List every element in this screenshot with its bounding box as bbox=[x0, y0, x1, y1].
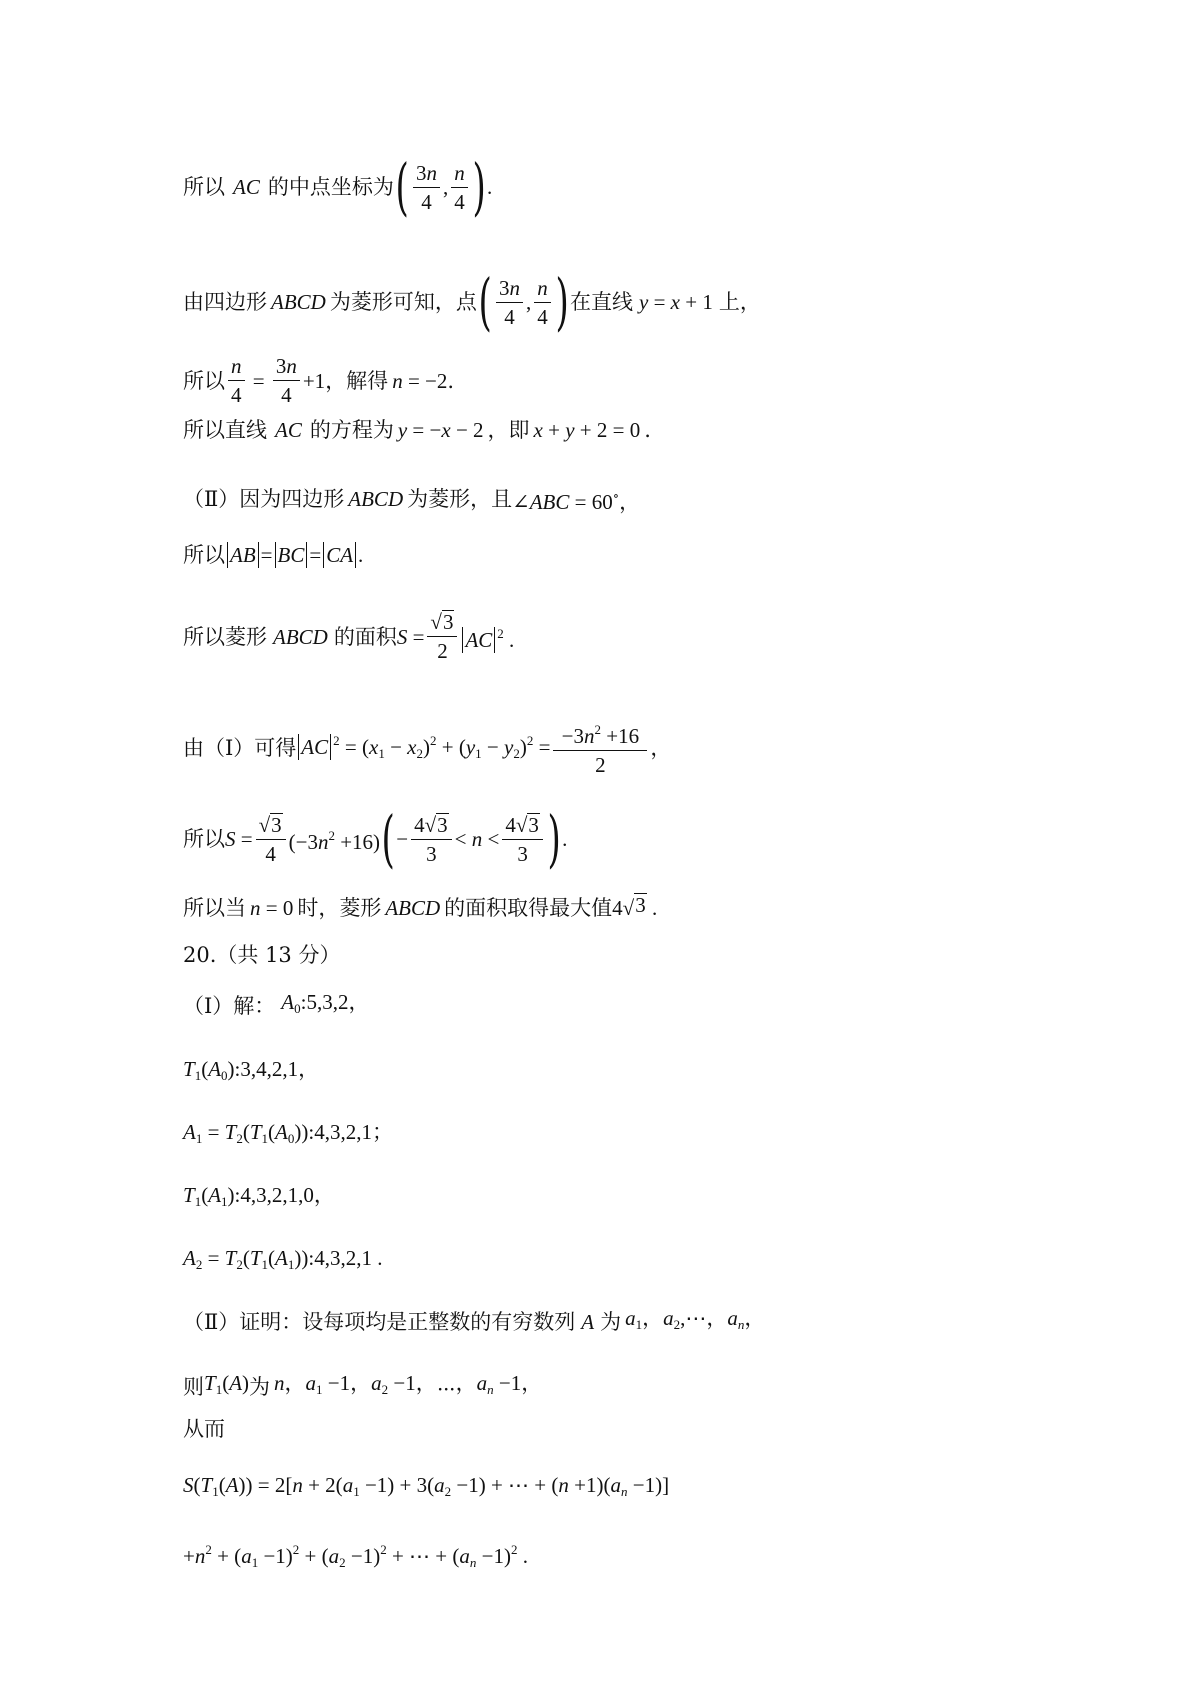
line-ac-equation: 所以直线 AC 的方程为 y = −x − 2 ，即 x + y + 2 = 0 . bbox=[183, 415, 651, 445]
text: ，解得 bbox=[325, 368, 389, 393]
text: 在直线 bbox=[569, 290, 633, 314]
line-rhombus-point: 由四边形 ABCD 为菱形可知，点 ( $\frac{3n}{4}$ , $\frac{n}{4}$ ) 在直线 y = x + 1 上， bbox=[183, 265, 761, 338]
line-a1: $A_1$ = $T_2(T_1(A_0)):4,3,2,1$； bbox=[183, 1120, 393, 1146]
text: （Ⅱ）因为四边形 bbox=[183, 487, 345, 511]
text: 从而 bbox=[183, 1417, 225, 1441]
text: 所以 bbox=[183, 827, 225, 851]
line-a0: （Ⅰ）解： $A_0:5,3,2$， bbox=[183, 987, 369, 1024]
text: 为 bbox=[249, 1374, 271, 1399]
text: 所以直线 bbox=[183, 418, 267, 442]
text: 所以 bbox=[183, 368, 225, 393]
line-area: 所以菱形 ABCD 的面积 S = √ 3 2 AC $^2$ . bbox=[183, 610, 515, 663]
line-max-area: 所以当 n = 0 时，菱形 ABCD 的面积取得最大值 4√ 3 . bbox=[183, 893, 657, 923]
text: 20.（共 13 分） bbox=[183, 943, 341, 967]
text: 时，菱形 bbox=[297, 896, 382, 920]
fraction: $\frac{n}{4}$ bbox=[451, 161, 468, 214]
text: 为菱形，且 bbox=[407, 487, 513, 511]
line-s-t1: $S(T_1(A)) = 2[n + 2(a_1 -1) + 3(a_2 -1)$ + ⋯ + $(n +1)(a_n -1)$] bbox=[183, 1473, 670, 1499]
text: 的方程为 bbox=[309, 418, 394, 442]
text: 为菱形可知，点 bbox=[329, 290, 477, 314]
math: ABCD bbox=[271, 290, 326, 314]
text: 上， bbox=[718, 290, 761, 314]
math: y = x + 1 bbox=[638, 290, 713, 314]
line-s-t1-cont: $+n^2 + (a_1 -1)^2 + (a_2 -1)^2$ + ⋯ + $(a_n -1)^2$ . bbox=[183, 1542, 528, 1570]
line-t1-a: 则 $T_1(A)$ 为 n，$a_1 -1$，$a_2 -1$，⋯，$a_n -1$， bbox=[183, 1368, 542, 1405]
line-a2: $A_2$ = $T_2(T_1(A_1)):4,3,2,1$ . bbox=[183, 1246, 383, 1272]
line-proof: （Ⅱ）证明：设每项均是正整数的有穷数列 A 为 $a_1$，$a_2,\cdots$，$a_n$， bbox=[183, 1303, 765, 1340]
right-paren: ) bbox=[472, 150, 486, 223]
line-part-ii: （Ⅱ）因为四边形 ABCD 为菱形，且 ∠ABC = 60∘， bbox=[183, 481, 640, 517]
text: 的中点坐标为 bbox=[267, 175, 394, 199]
line-equal-sides: 所以 AB = BC = CA . bbox=[183, 540, 363, 570]
math: AC bbox=[233, 175, 260, 199]
text: 由（Ⅰ）可得 bbox=[183, 735, 297, 760]
text: ，即 bbox=[487, 418, 530, 442]
text: 由四边形 bbox=[183, 290, 267, 314]
text: 的面积 bbox=[333, 624, 397, 649]
text: 为 bbox=[600, 1309, 622, 1334]
text: （Ⅰ）解： bbox=[183, 993, 276, 1018]
line-t1-a0: $T_1(A_0):3,4,2,1$， bbox=[183, 1057, 320, 1083]
line-area-formula: 所以 S = √ 3 4 $(-3n^2 +16)$ ( − 4√ 3 3 < n < 4√ 3 3 ) . bbox=[183, 802, 568, 875]
line-problem-20 bbox=[183, 940, 340, 970]
text: 则 bbox=[183, 1374, 204, 1399]
left-paren: ( bbox=[395, 150, 409, 223]
text: 所以菱形 bbox=[183, 624, 267, 649]
text: . bbox=[644, 418, 651, 442]
text: 所以 bbox=[183, 543, 225, 567]
line-midpoint: 所以 AC 的中点坐标为 ( $\frac{3n}{4}$ , $\frac{n}{4}$ ) . bbox=[183, 150, 493, 223]
text: 所以当 bbox=[183, 896, 246, 920]
line-ac-squared: 由（Ⅰ）可得 AC $^2 = (x_1 - x_2)^2 + (y_1 - y_2)^2$ = $\frac{-3n^2 +16}{2}$ ， bbox=[183, 718, 671, 777]
line-therefore bbox=[183, 1414, 225, 1444]
text: 的面积取得最大值 bbox=[444, 896, 613, 920]
text: （Ⅱ）证明：设每项均是正整数的有穷数列 bbox=[183, 1309, 576, 1334]
fraction: $\frac{3n}{4}$ bbox=[413, 161, 440, 214]
text: 所以 bbox=[183, 175, 225, 199]
line-solve-n: 所以 $\frac{n}{4}$ = $\frac{3n}{4}$ +1 ，解得 n = −2 . bbox=[183, 354, 455, 407]
text: . bbox=[447, 368, 455, 393]
line-t1-a1: $T_1(A_1):4,3,2,1,0$， bbox=[183, 1183, 335, 1209]
